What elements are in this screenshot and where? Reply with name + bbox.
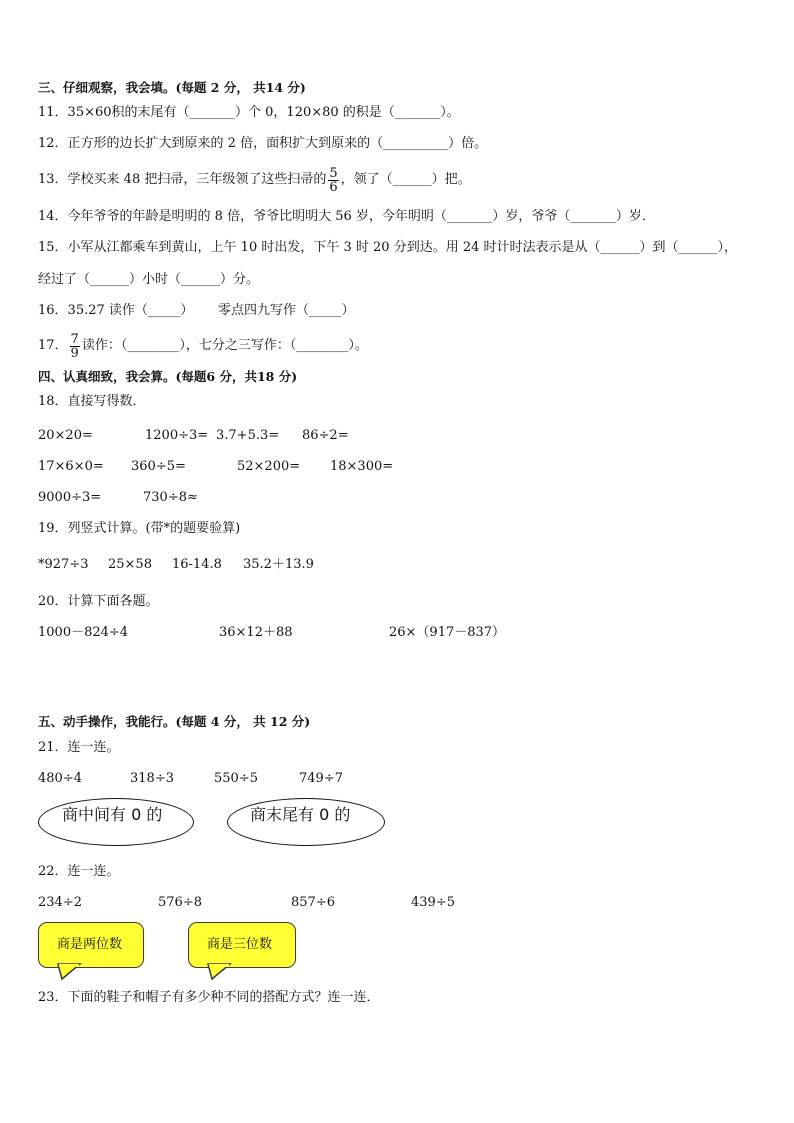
calc-item: 52×200= — [237, 459, 301, 474]
section-3-heading: 三、仔细观察，我会填。(每题 2 分， 共14 分) — [38, 80, 306, 95]
question-14: 14．今年爷爷的年龄是明明的 8 倍，爷爷比明明大 56 岁，今年明明（_______）岁，爷爷（_______）岁． — [38, 209, 655, 224]
fraction-numerator: 7 — [70, 331, 79, 347]
question-20-title: 20．计算下面各题。 — [38, 594, 159, 609]
fraction-numerator: 5 — [329, 165, 338, 181]
question-17 — [38, 326, 368, 366]
question-16-b: 零点四九写作（_____） — [218, 303, 355, 318]
callout-three-digit-label: 商是三位数 — [207, 937, 273, 952]
question-13-fraction — [328, 167, 338, 194]
calc-item: 550÷5 — [214, 771, 258, 786]
calc-item: 360÷5= — [131, 459, 186, 474]
question-21-title: 21．连一连。 — [38, 740, 120, 755]
question-12: 12．正方形的边长扩大到原来的 2 倍，面积扩大到原来的（__________）倍。 — [38, 136, 488, 151]
calc-item: 35.2＋13.9 — [243, 557, 314, 572]
calc-item: 86÷2= — [302, 428, 349, 443]
calc-item: 16-14.8 — [172, 557, 222, 572]
question-18-row-2 — [0, 459, 794, 475]
calc-item: 318÷3 — [130, 771, 174, 786]
calc-item: *927÷3 — [38, 557, 89, 572]
calc-item: 9000÷3= — [38, 490, 102, 505]
question-20-items — [0, 625, 794, 641]
calc-item: 17×6×0= — [38, 459, 104, 474]
calc-item: 36×12＋88 — [219, 625, 293, 640]
question-17-fraction — [70, 333, 80, 360]
calc-item: 26×（917－837） — [389, 625, 506, 640]
calc-item: 730÷8≈ — [143, 490, 198, 505]
question-18-row-3 — [0, 490, 794, 506]
question-15-line-2: 经过了（______）小时（______）分。 — [38, 272, 260, 287]
calc-item: 1000－824÷4 — [38, 625, 129, 640]
question-22-items — [0, 895, 794, 911]
calc-item: 18×300= — [330, 459, 394, 474]
question-13-text: 13．学校买来 48 把扫帚，三年级领了这些扫帚的 — [38, 172, 327, 187]
calc-item: 20×20= — [38, 428, 93, 443]
question-18-title: 18．直接写得数． — [38, 394, 146, 409]
callout-tail-icon — [206, 963, 232, 981]
oval-end-zero-label: 商末尾有 0 的 — [250, 805, 351, 824]
calc-item: 480÷4 — [38, 771, 82, 786]
question-19-title: 19．列竖式计算。(带*的题要验算) — [38, 521, 241, 536]
calc-item: 25×58 — [108, 557, 152, 572]
calc-item: 576÷8 — [158, 895, 202, 910]
fraction-denominator: 9 — [70, 345, 79, 361]
question-22-title: 22．连一连。 — [38, 864, 120, 879]
callout-tail-icon — [56, 963, 82, 981]
calc-item: 1200÷3= — [145, 428, 209, 443]
question-15-line-1: 15．小军从江都乘车到黄山，上午 10 时出发，下午 3 时 20 分到达。用 24 时计时法表示是从（______）到（______）， — [38, 240, 737, 255]
calc-item: 749÷7 — [299, 771, 343, 786]
question-16-a: 16．35.27 读作（_____） — [38, 303, 194, 318]
oval-middle-zero-label: 商中间有 0 的 — [62, 805, 163, 824]
question-23: 23．下面的鞋子和帽子有多少种不同的搭配方式？连一连． — [38, 990, 380, 1005]
question-17-text: 读作：（________），七分之三写作：（________）。 — [81, 338, 368, 353]
question-13 — [38, 160, 471, 200]
question-21-items — [0, 771, 794, 787]
question-18-row-1 — [0, 428, 794, 444]
calc-item: 857÷6 — [291, 895, 335, 910]
callout-two-digit-label: 商是两位数 — [57, 937, 123, 952]
section-4-heading: 四、认真细致，我会算。(每题6 分，共18 分) — [38, 369, 298, 384]
question-17-number: 17． — [38, 338, 68, 353]
fraction-denominator: 6 — [329, 179, 338, 195]
calc-item: 439÷5 — [411, 895, 455, 910]
calc-item: 3.7+5.3= — [216, 428, 280, 443]
calc-item: 234÷2 — [38, 895, 82, 910]
question-19-items — [0, 557, 794, 573]
section-5-heading: 五、动手操作，我能行。(每题 4 分， 共 12 分) — [38, 714, 311, 729]
question-13-text-after: ，领了（______）把。 — [340, 172, 471, 187]
question-11: 11．35×60积的末尾有（_______）个 0，120×80 的积是（_______）。 — [38, 105, 460, 120]
